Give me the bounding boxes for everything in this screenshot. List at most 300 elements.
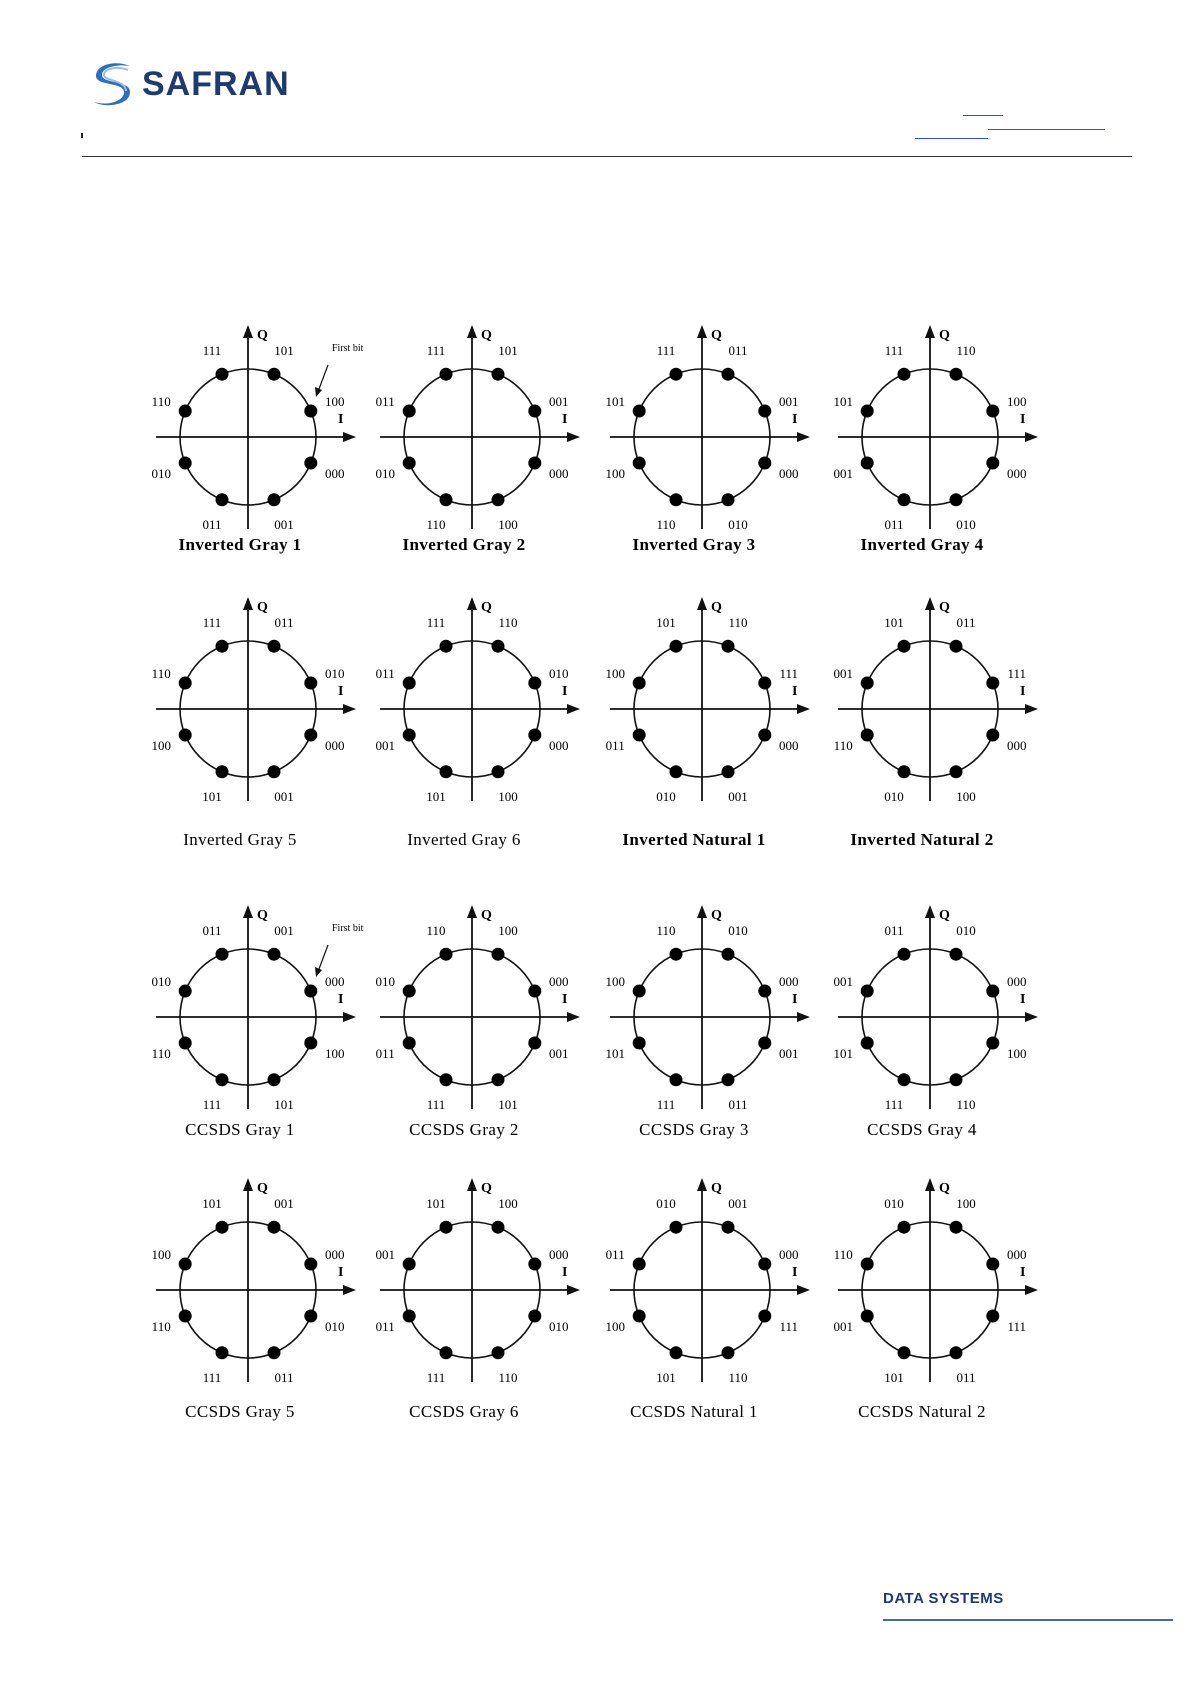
symbol-label: 110 — [426, 516, 446, 532]
symbol-label: 010 — [325, 1319, 345, 1334]
constellation-point — [216, 368, 229, 381]
constellation-point — [950, 765, 963, 778]
symbol-label: 100 — [498, 1196, 518, 1212]
constellation-point — [670, 948, 683, 961]
constellation-point — [986, 405, 999, 418]
symbol-label: 010 — [884, 788, 904, 804]
symbol-label: 000 — [325, 1247, 345, 1262]
constellation-point — [216, 948, 229, 961]
constellation-point — [861, 729, 874, 742]
symbol-label: 111 — [202, 343, 222, 359]
constellation-point — [633, 405, 646, 418]
i-axis-label: I — [562, 412, 568, 427]
symbol-label: 110 — [426, 923, 446, 939]
i-axis-arrow-icon — [1025, 1012, 1038, 1022]
constellation-point — [179, 1310, 192, 1323]
symbol-label: 010 — [656, 788, 676, 804]
constellation-point — [268, 368, 281, 381]
constellation-point — [633, 985, 646, 998]
symbol-label: 101 — [884, 615, 904, 631]
first-bit-arrow-icon — [315, 387, 322, 397]
constellation-point — [670, 1346, 683, 1359]
symbol-label: 011 — [375, 394, 395, 409]
constellation-point — [268, 640, 281, 653]
constellation-point — [670, 1221, 683, 1234]
q-axis-label: Q — [939, 908, 950, 923]
constellation-point — [670, 493, 683, 506]
i-axis-arrow-icon — [567, 1285, 580, 1295]
i-axis-label: I — [792, 684, 798, 699]
constellation-point — [758, 729, 771, 742]
i-axis-arrow-icon — [797, 432, 810, 442]
q-axis-label: Q — [481, 328, 492, 343]
constellation-point — [528, 457, 541, 470]
symbol-label: 000 — [325, 466, 345, 481]
constellation-point — [268, 1346, 281, 1359]
i-axis-label: I — [562, 684, 568, 699]
constellation-diagram — [605, 325, 810, 554]
symbol-label: 100 — [498, 788, 518, 804]
constellation-point — [304, 1258, 317, 1271]
symbol-label: 111 — [779, 1319, 799, 1334]
symbol-label: 011 — [884, 923, 904, 939]
constellation-point — [528, 1258, 541, 1271]
constellation-point — [403, 1310, 416, 1323]
symbol-label: 111 — [1007, 666, 1027, 681]
symbol-label: 111 — [426, 1369, 446, 1385]
symbol-label: 110 — [728, 1369, 748, 1385]
q-axis-arrow-icon — [925, 1178, 935, 1191]
constellation-point — [304, 677, 317, 690]
i-axis-label: I — [338, 992, 344, 1007]
brand-name: SAFRAN — [142, 64, 290, 103]
symbol-label: 101 — [884, 1369, 904, 1385]
constellation-point — [492, 368, 505, 381]
footer-divider — [883, 1619, 1173, 1621]
i-axis-arrow-icon — [343, 432, 356, 442]
symbol-label: 000 — [779, 1247, 799, 1262]
constellation-point — [986, 677, 999, 690]
constellation-point — [304, 405, 317, 418]
constellation-point — [986, 985, 999, 998]
symbol-label: 001 — [549, 1046, 569, 1061]
symbol-label: 000 — [549, 466, 569, 481]
constellation-point — [528, 1037, 541, 1050]
i-axis-arrow-icon — [567, 432, 580, 442]
symbol-label: 000 — [325, 738, 345, 753]
constellation-point — [216, 1073, 229, 1086]
constellation-point — [670, 368, 683, 381]
symbol-label: 001 — [274, 788, 294, 804]
constellation-point — [440, 368, 453, 381]
q-axis-label: Q — [711, 328, 722, 343]
q-axis-arrow-icon — [243, 905, 253, 918]
constellation-point — [950, 948, 963, 961]
constellation-point — [268, 493, 281, 506]
symbol-label: 011 — [956, 615, 976, 631]
symbol-label: 010 — [728, 923, 748, 939]
q-axis-label: Q — [711, 1181, 722, 1196]
constellation-point — [898, 948, 911, 961]
constellation-point — [492, 640, 505, 653]
symbol-label: 100 — [151, 1247, 171, 1262]
diagram-title: Inverted Gray 5 — [183, 830, 297, 849]
i-axis-arrow-icon — [567, 1012, 580, 1022]
constellation-point — [633, 1037, 646, 1050]
symbol-label: 010 — [656, 1196, 676, 1212]
constellation-point — [670, 765, 683, 778]
constellation-point — [216, 1346, 229, 1359]
symbol-label: 101 — [274, 343, 294, 359]
symbol-label: 010 — [151, 974, 171, 989]
q-axis-label: Q — [481, 600, 492, 615]
symbol-label: 001 — [274, 923, 294, 939]
constellation-diagram — [151, 597, 356, 849]
symbol-label: 100 — [498, 923, 518, 939]
symbol-label: 010 — [549, 666, 569, 681]
symbol-label: 011 — [728, 343, 748, 359]
constellation-point — [440, 493, 453, 506]
constellation-point — [179, 677, 192, 690]
constellation-point — [528, 677, 541, 690]
constellation-point — [179, 405, 192, 418]
symbol-label: 111 — [779, 666, 799, 681]
symbol-label: 101 — [605, 394, 625, 409]
constellation-point — [528, 405, 541, 418]
symbol-label: 011 — [274, 615, 294, 631]
constellation-point — [216, 640, 229, 653]
q-axis-arrow-icon — [467, 597, 477, 610]
constellation-point — [492, 948, 505, 961]
constellation-point — [950, 493, 963, 506]
constellation-point — [403, 457, 416, 470]
footer-brand: DATA SYSTEMS — [883, 1590, 1004, 1607]
symbol-label: 101 — [833, 394, 853, 409]
constellation-point — [440, 948, 453, 961]
constellation-point — [898, 765, 911, 778]
constellation-point — [950, 640, 963, 653]
q-axis-label: Q — [711, 600, 722, 615]
symbol-label: 101 — [274, 1096, 294, 1112]
i-axis-label: I — [1020, 1265, 1026, 1280]
symbol-label: 101 — [202, 1196, 222, 1212]
constellation-point — [216, 1221, 229, 1234]
constellation-diagram — [151, 1178, 356, 1421]
symbol-label: 100 — [605, 1319, 625, 1334]
i-axis-label: I — [338, 412, 344, 427]
constellation-diagram — [151, 905, 363, 1139]
symbol-label: 000 — [1007, 466, 1027, 481]
constellation-point — [633, 457, 646, 470]
q-axis-arrow-icon — [243, 597, 253, 610]
symbol-label: 110 — [151, 1046, 171, 1061]
constellation-point — [986, 729, 999, 742]
symbol-label: 001 — [833, 974, 853, 989]
constellation-point — [722, 765, 735, 778]
i-axis-arrow-icon — [797, 1285, 810, 1295]
constellation-point — [440, 1221, 453, 1234]
constellation-point — [722, 948, 735, 961]
symbol-label: 000 — [1007, 1247, 1027, 1262]
i-axis-arrow-icon — [1025, 704, 1038, 714]
constellation-point — [898, 1346, 911, 1359]
symbol-label: 001 — [728, 788, 748, 804]
i-axis-label: I — [792, 992, 798, 1007]
diagram-title: CCSDS Gray 3 — [639, 1120, 749, 1139]
symbol-label: 000 — [779, 974, 799, 989]
diagram-title: Inverted Gray 1 — [178, 535, 302, 554]
symbol-label: 100 — [605, 466, 625, 481]
symbol-label: 101 — [426, 1196, 446, 1212]
symbol-label: 010 — [956, 516, 976, 532]
constellation-point — [492, 1221, 505, 1234]
symbol-label: 111 — [426, 615, 446, 631]
constellation-diagram — [605, 597, 810, 849]
constellation-point — [722, 1221, 735, 1234]
symbol-label: 011 — [884, 516, 904, 532]
constellation-point — [670, 1073, 683, 1086]
symbol-label: 101 — [426, 788, 446, 804]
q-axis-arrow-icon — [925, 597, 935, 610]
symbol-label: 101 — [833, 1046, 853, 1061]
symbol-label: 010 — [375, 974, 395, 989]
symbol-label: 101 — [498, 343, 518, 359]
symbol-label: 000 — [549, 738, 569, 753]
i-axis-label: I — [562, 1265, 568, 1280]
constellation-diagram — [375, 325, 580, 554]
q-axis-arrow-icon — [697, 1178, 707, 1191]
i-axis-arrow-icon — [1025, 432, 1038, 442]
constellation-point — [179, 1037, 192, 1050]
symbol-label: 011 — [202, 923, 222, 939]
symbol-label: 101 — [498, 1096, 518, 1112]
symbol-label: 001 — [833, 666, 853, 681]
symbol-label: 110 — [833, 738, 853, 753]
constellation-point — [492, 1073, 505, 1086]
symbol-label: 111 — [202, 1096, 222, 1112]
i-axis-arrow-icon — [343, 1012, 356, 1022]
q-axis-arrow-icon — [467, 325, 477, 338]
constellation-point — [861, 1310, 874, 1323]
q-axis-label: Q — [481, 1181, 492, 1196]
symbol-label: 010 — [549, 1319, 569, 1334]
symbol-label: 100 — [325, 1046, 345, 1061]
symbol-label: 100 — [1007, 1046, 1027, 1061]
i-axis-label: I — [1020, 412, 1026, 427]
symbol-label: 000 — [549, 1247, 569, 1262]
constellation-point — [950, 1073, 963, 1086]
constellation-point — [950, 1346, 963, 1359]
constellation-diagram — [151, 325, 363, 554]
diagram-title: CCSDS Gray 1 — [185, 1120, 295, 1139]
symbol-label: 001 — [274, 1196, 294, 1212]
first-bit-pointer — [319, 945, 328, 969]
q-axis-label: Q — [939, 328, 950, 343]
symbol-label: 100 — [498, 516, 518, 532]
constellation-point — [403, 405, 416, 418]
i-axis-label: I — [792, 412, 798, 427]
symbol-label: 011 — [202, 516, 222, 532]
diagram-title: Inverted Natural 1 — [622, 830, 766, 849]
constellation-point — [403, 729, 416, 742]
q-axis-label: Q — [257, 328, 268, 343]
symbol-label: 111 — [1007, 1319, 1027, 1334]
symbol-label: 011 — [375, 1046, 395, 1061]
symbol-label: 010 — [884, 1196, 904, 1212]
symbol-label: 010 — [956, 923, 976, 939]
symbol-label: 110 — [956, 1096, 976, 1112]
constellation-point — [722, 640, 735, 653]
symbol-label: 101 — [656, 615, 676, 631]
symbol-label: 011 — [605, 1247, 625, 1262]
constellation-point — [440, 1073, 453, 1086]
constellation-point — [403, 1258, 416, 1271]
q-axis-arrow-icon — [925, 325, 935, 338]
constellation-point — [986, 457, 999, 470]
symbol-label: 100 — [151, 738, 171, 753]
i-axis-label: I — [1020, 684, 1026, 699]
diagram-title: Inverted Natural 2 — [850, 830, 994, 849]
constellation-point — [179, 729, 192, 742]
i-axis-label: I — [338, 1265, 344, 1280]
constellation-point — [304, 985, 317, 998]
q-axis-arrow-icon — [467, 1178, 477, 1191]
constellation-point — [861, 985, 874, 998]
symbol-label: 101 — [656, 1369, 676, 1385]
constellation-diagram — [833, 1178, 1038, 1421]
q-axis-label: Q — [711, 908, 722, 923]
constellation-point — [403, 985, 416, 998]
constellation-point — [861, 1258, 874, 1271]
q-axis-label: Q — [939, 1181, 950, 1196]
symbol-label: 111 — [884, 1096, 904, 1112]
diagram-title: Inverted Gray 4 — [860, 535, 984, 554]
constellation-point — [304, 729, 317, 742]
symbol-label: 010 — [375, 466, 395, 481]
symbol-label: 010 — [151, 466, 171, 481]
constellation-point — [986, 1310, 999, 1323]
constellation-point — [492, 493, 505, 506]
symbol-label: 000 — [1007, 738, 1027, 753]
symbol-label: 110 — [956, 343, 976, 359]
constellation-point — [403, 677, 416, 690]
q-axis-label: Q — [257, 1181, 268, 1196]
q-axis-arrow-icon — [243, 325, 253, 338]
i-axis-arrow-icon — [797, 1012, 810, 1022]
first-bit-annotation: First bit — [332, 923, 364, 934]
constellation-point — [268, 765, 281, 778]
diagram-title: CCSDS Natural 2 — [858, 1402, 986, 1421]
constellation-point — [758, 1258, 771, 1271]
q-axis-arrow-icon — [925, 905, 935, 918]
constellation-point — [722, 1346, 735, 1359]
symbol-label: 001 — [274, 516, 294, 532]
constellation-point — [440, 765, 453, 778]
i-axis-arrow-icon — [343, 704, 356, 714]
q-axis-arrow-icon — [243, 1178, 253, 1191]
constellation-point — [268, 1073, 281, 1086]
constellation-point — [179, 457, 192, 470]
diagram-title: Inverted Gray 2 — [402, 535, 526, 554]
i-axis-arrow-icon — [343, 1285, 356, 1295]
symbol-label: 100 — [956, 1196, 976, 1212]
symbol-label: 001 — [549, 394, 569, 409]
symbol-label: 111 — [426, 1096, 446, 1112]
q-axis-label: Q — [257, 600, 268, 615]
symbol-label: 100 — [956, 788, 976, 804]
symbol-label: 001 — [375, 738, 395, 753]
constellation-point — [633, 677, 646, 690]
symbol-label: 011 — [375, 666, 395, 681]
constellation-point — [633, 1310, 646, 1323]
constellation-point — [950, 1221, 963, 1234]
symbol-label: 100 — [1007, 394, 1027, 409]
constellation-diagram — [605, 905, 810, 1139]
symbol-label: 011 — [274, 1369, 294, 1385]
symbol-label: 000 — [325, 974, 345, 989]
symbol-label: 101 — [202, 788, 222, 804]
symbol-label: 101 — [605, 1046, 625, 1061]
symbol-label: 111 — [426, 343, 446, 359]
diagram-title: CCSDS Gray 2 — [409, 1120, 519, 1139]
symbol-label: 111 — [202, 615, 222, 631]
constellation-point — [492, 765, 505, 778]
symbol-label: 001 — [833, 1319, 853, 1334]
constellation-point — [722, 1073, 735, 1086]
i-axis-arrow-icon — [1025, 1285, 1038, 1295]
first-bit-pointer — [319, 365, 328, 389]
constellation-point — [861, 1037, 874, 1050]
symbol-label: 001 — [728, 1196, 748, 1212]
symbol-label: 110 — [656, 516, 676, 532]
i-axis-label: I — [792, 1265, 798, 1280]
constellation-point — [950, 368, 963, 381]
symbol-label: 001 — [779, 394, 799, 409]
diagram-title: Inverted Gray 6 — [407, 830, 521, 849]
symbol-label: 110 — [498, 1369, 518, 1385]
i-axis-label: I — [338, 684, 344, 699]
constellation-point — [986, 1037, 999, 1050]
i-axis-arrow-icon — [567, 704, 580, 714]
i-axis-label: I — [562, 992, 568, 1007]
q-axis-label: Q — [939, 600, 950, 615]
symbol-label: 000 — [779, 466, 799, 481]
q-axis-label: Q — [481, 908, 492, 923]
q-axis-arrow-icon — [467, 905, 477, 918]
constellation-point — [758, 677, 771, 690]
constellation-point — [528, 1310, 541, 1323]
constellation-point — [670, 640, 683, 653]
constellation-point — [898, 368, 911, 381]
diagram-title: CCSDS Gray 4 — [867, 1120, 977, 1139]
symbol-label: 011 — [956, 1369, 976, 1385]
constellation-diagram — [833, 905, 1038, 1139]
i-axis-label: I — [1020, 992, 1026, 1007]
constellation-point — [758, 457, 771, 470]
symbol-label: 111 — [656, 343, 676, 359]
constellation-diagram — [605, 1178, 810, 1421]
constellation-diagram — [833, 325, 1038, 554]
constellation-point — [304, 457, 317, 470]
constellation-point — [986, 1258, 999, 1271]
constellation-point — [179, 985, 192, 998]
constellation-point — [216, 493, 229, 506]
symbol-label: 110 — [498, 615, 518, 631]
constellation-point — [492, 1346, 505, 1359]
q-axis-arrow-icon — [697, 597, 707, 610]
symbol-label: 110 — [151, 1319, 171, 1334]
symbol-label: 011 — [605, 738, 625, 753]
